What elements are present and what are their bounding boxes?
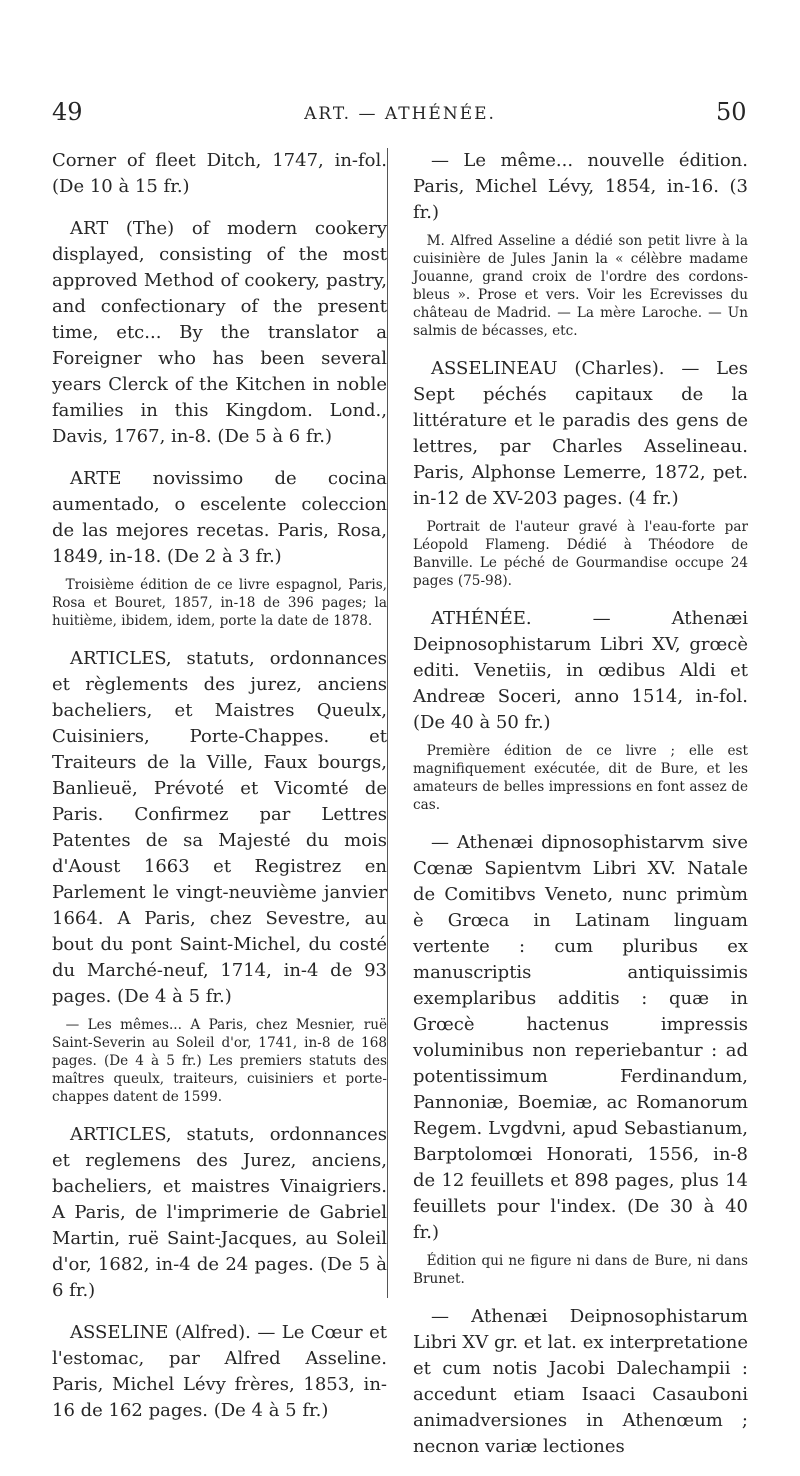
column-divider (387, 148, 388, 1298)
entry-asseline-coeur: ASSELINE (Alfred). — Le Cœur et l'estomac, par Alfred Asseline. Paris, Michel Lévy frères, 1853, in-16 de 162 pages. (De 4 à 5 fr.) (52, 1322, 387, 1421)
entry-art-modern-cookery: ART (The) of modern cookery displayed, consisting of the most approved Method of cookery, pastry, and confectionary of the present time, etc... By the translator a Foreigner who has been several years Clerck of the Kitchen in noble families in this Kingdom. Lond., Davis, 1767, in-8. (De 5 à 6 fr.) (52, 218, 387, 447)
entry-articles-vinaigriers: ARTICLES, statuts, ordonnances et reglemens des Jurez, anciens, bacheliers, et maistres Vinaigriers. A Paris, de l'imprimerie de Gabriel Martin, ruë Saint-Jacques, au Soleil d'or, 1682, in-4 de 24 pages. (De 5 à 6 fr.) (52, 1124, 387, 1301)
note-athenee-1514: Première édition de ce livre ; elle est magnifiquement exécutée, dit de Bure, et les amateurs de belles impressions en font assez de cas. (413, 743, 748, 813)
entry-athenaei-dalechampii: — Athenæi Deipnosophistarum Libri XV gr. et lat. ex interpretatione et cum notis Jacobi Dalechampii : accedunt etiam Isaaci Casauboni animadversiones in Athenœum ; necnon variæ lectiones (413, 1306, 748, 1457)
entry-corner-of-fleet-ditch: Corner of fleet Ditch, 1747, in-fol. (De 10 à 15 fr.) (52, 150, 387, 197)
entry-articles-queulx: ARTICLES, statuts, ordonnances et règlements des jurez, anciens bacheliers, et Maistres Queulx, Cuisiniers, Porte-Chappes. et Traiteurs de la Ville, Faux bourgs, Banlieuë, Prévoté et Vicomté de Paris. Confirmez par Lettres Patentes de sa Majesté du mois d'Aoust 1663 et Registrez en Parlement le vingt-neuvième janvier 1664. A Paris, chez Sevestre, au bout du pont Saint-Michel, du costé du Marché-neuf, 1714, in-4 de 93 pages. (De 4 à 5 fr.) (52, 648, 387, 1007)
entry-athenee-1514: ATHÉNÉE. — Athenæi Deipnosophistarum Libri XV, grœcè editi. Venetiis, in œdibus Aldi et Andreæ Soceri, anno 1514, in-fol. (De 40 à 50 fr.) (413, 608, 748, 733)
note-arte-novissimo: Troisième édition de ce livre espagnol, Paris, Rosa et Bouret, 1857, in-18 de 396 pages; la huitième, ibidem, idem, porte la date de 1878. (52, 577, 387, 629)
note-asselineau: Portrait de l'auteur gravé à l'eau-forte par Léopold Flameng. Dédié à Théodore de Banville. Le péché de Gourmandise occupe 24 pages (75-98). (413, 519, 748, 589)
running-head (0, 0, 800, 140)
right-column (413, 148, 748, 1476)
entry-asseline-nouvelle-edition: — Le même... nouvelle édition. Paris, Michel Lévy, 1854, in-16. (3 fr.) (413, 150, 748, 223)
entry-arte-novissimo: ARTE novissimo de cocina aumentado, o escelente coleccion de las mejores recetas. Paris, Rosa, 1849, in-18. (De 2 à 3 fr.) (52, 468, 387, 567)
note-athenaei-1556: Édition qui ne figure ni dans de Bure, ni dans Brunet. (413, 1253, 748, 1287)
running-title: ART. — ATHÉNÉE. (304, 104, 496, 124)
note-asseline: M. Alfred Asseline a dédié son petit livre à la cuisinière de Jules Janin la « célèbre madame Jouanne, grand croix de l'ordre des cordons-bleus ». Prose et vers. Voir les Ecrevisses du château de Madrid. — La mère Laroche. — Un salmis de bécasses, etc. (413, 233, 748, 339)
entry-asselineau-sept-peches: ASSELINEAU (Charles). — Les Sept péchés capitaux de la littérature et le paradis des gens de lettres, par Charles Asselineau. Paris, Alphonse Lemerre, 1872, pet. in-12 de XV-203 pages. (4 fr.) (413, 358, 748, 509)
left-column (52, 148, 387, 1440)
note-articles-queulx: — Les mêmes... A Paris, chez Mesnier, ruë Saint-Severin au Soleil d'or, 1741, in-8 de 168 pages. (De 4 à 5 fr.) Les premiers statuts des maîtres queulx, traiteurs, cuisiniers et porte-chappes datent de 1599. (52, 1017, 387, 1105)
left-page-number: 49 (52, 98, 83, 126)
right-page-number: 50 (716, 98, 747, 126)
entry-athenaei-1556: — Athenæi dipnosophistarvm sive Cœnæ Sapientvm Libri XV. Natale de Comitibvs Veneto, nunc primùm è Grœca in Latinam linguam vertente : cum pluribus ex manuscriptis antiquissimis exemplaribus additis : quæ in Grœcè hactenus impressis voluminibus non reperiebantur : ad potentissimum Ferdinandum, Pannoniæ, Boemiæ, ac Romanorum Regem. Lvgdvni, apud Sebastianum, Barptolomœi Honorati, 1556, in-8 de 12 feuillets et 898 pages, plus 14 feuillets pour l'index. (De 30 à 40 fr.) (413, 832, 748, 1243)
